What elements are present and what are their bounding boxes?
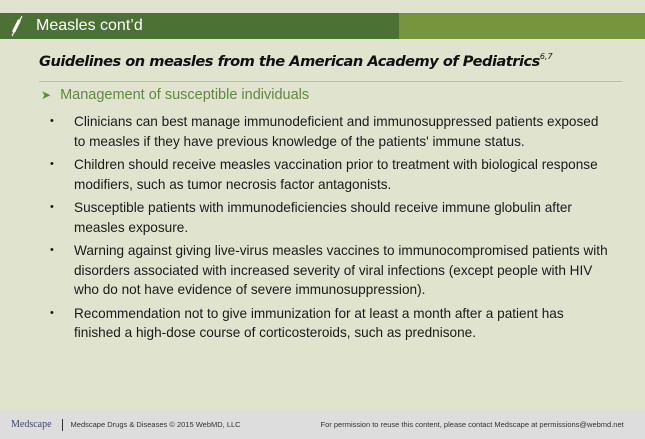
syringe-icon bbox=[10, 15, 24, 37]
header-light-section bbox=[399, 13, 645, 39]
arrow-right-icon: ➤ bbox=[41, 88, 52, 102]
title-divider bbox=[39, 81, 622, 82]
bullet-icon: • bbox=[50, 115, 54, 127]
header-title: Measles cont’d bbox=[36, 17, 143, 34]
footer-copyright: Medscape Drugs & Diseases © 2015 WebMD, LLC bbox=[70, 420, 241, 429]
footer bbox=[0, 410, 645, 439]
footer-permission: For permission to reuse this content, please contact Medscape at permissions@webmd.net bbox=[320, 420, 624, 429]
bullet-text: Warning against giving live-virus measles vaccines to immunocompromised patients with disorders associated with increased severity of viral infections (except people with HIV who do not have evidence of severe immunosuppression). bbox=[74, 243, 608, 297]
header-dark-section bbox=[0, 13, 399, 39]
bullet-text: Clinicians can best manage immunodeficient and immunosuppressed patients exposed to measles if they have previous knowledge of the patients' immune status. bbox=[74, 114, 599, 149]
page-title bbox=[39, 52, 553, 70]
bullet-text: Children should receive measles vaccination prior to treatment with biological response modifiers, such as tumor necrosis factor antagonists. bbox=[74, 157, 598, 192]
bullet-icon: • bbox=[50, 306, 54, 319]
footer-separator bbox=[62, 419, 63, 431]
bullet-item bbox=[48, 112, 608, 151]
page-title-text: Guidelines on measles from the American Academy of Pediatrics bbox=[39, 53, 540, 70]
subheading-label: Management of susceptible individuals bbox=[60, 87, 310, 103]
bullet-icon: • bbox=[50, 158, 54, 170]
bullet-text: Susceptible patients with immunodeficiencies should receive immune globulin after measles exposure. bbox=[74, 200, 572, 235]
bullet-item bbox=[48, 198, 608, 237]
bullet-item bbox=[48, 304, 608, 343]
bullet-item bbox=[48, 241, 608, 300]
bullet-text: Recommendation not to give immunization for at least a month after a patient has finished a high-dose course of corticosteroids, such as prednisone. bbox=[74, 305, 564, 340]
bullet-icon: • bbox=[50, 201, 54, 213]
bullet-icon: • bbox=[50, 244, 54, 256]
slide-header bbox=[0, 13, 645, 39]
bullet-item bbox=[48, 155, 608, 194]
citation-superscript: 6,7 bbox=[539, 52, 553, 61]
medscape-logo: Medscape bbox=[11, 419, 52, 430]
subheading bbox=[41, 87, 309, 103]
bullet-list bbox=[48, 112, 608, 347]
